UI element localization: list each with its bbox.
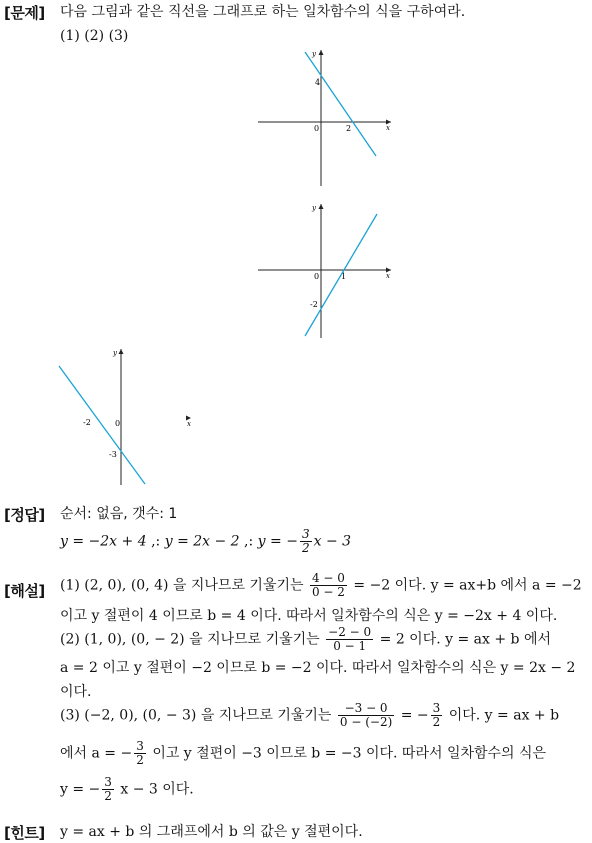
- graph-3-line: [59, 366, 145, 484]
- graph-2-origin: 0: [314, 272, 320, 281]
- graph-3-origin: 0: [115, 419, 121, 428]
- solution-p2-a: (2) (1, 0), (0, − 2) 을 지나므로 기울기는: [60, 631, 320, 648]
- answer-sep-1: ,:: [146, 533, 165, 550]
- solution-p3-line2: [60, 740, 546, 767]
- graph-1-y-arrow: [319, 50, 324, 55]
- solution-p1-a: (1) (2, 0), (0, 4) 을 지나므로 기울기는: [60, 577, 304, 594]
- graph-2-label-x: 1: [341, 272, 347, 281]
- hint-text: y = ax + b 의 그래프에서 b 의 값은 y 절편이다.: [60, 824, 363, 840]
- solution-p3-d-d: 2: [136, 753, 144, 767]
- solution-p3-e-pre: y = −: [60, 781, 101, 798]
- answer-eq2: y = 2x − 2: [164, 533, 240, 550]
- solution-p3-d-pre: 에서 a = −: [60, 745, 133, 762]
- solution-p3-b: = −: [400, 707, 429, 724]
- problem-subitems: (1) (2) (3): [60, 28, 129, 44]
- solution-p3-frac: [338, 702, 394, 729]
- hint-tag: [힌트]: [4, 824, 45, 842]
- graph-2: [255, 200, 395, 345]
- graph-2-label-y: -2: [310, 300, 318, 309]
- problem-text: 다음 그림과 같은 직선을 그래프로 하는 일차함수의 식을 구하여라.: [60, 4, 466, 20]
- solution-p3-den: 0 − (−2): [339, 715, 393, 729]
- answer-sep-2: ,:: [239, 533, 258, 550]
- solution-p3-e-n: 3: [104, 775, 112, 789]
- graph-2-y-arrow: [319, 204, 324, 209]
- solution-p3-a: (3) (−2, 0), (0, − 3) 을 지나므로 기울기는: [60, 707, 332, 724]
- solution-p3-d-post: 이고 y 절편이 −3 이므로 b = −3 이다. 따라서 일차함수의 식은: [152, 745, 547, 762]
- graph-3-label-x: -2: [83, 418, 91, 427]
- answer-equations: [60, 528, 351, 555]
- solution-p2-den: 0 − 1: [333, 639, 367, 653]
- solution-p2-line2: a = 2 이고 y 절편이 −2 이므로 b = −2 이다. 따라서 일차함수의 식은 y = 2x − 2: [60, 660, 576, 676]
- solution-p3-line1: [60, 702, 559, 729]
- solution-p3-e-post: x − 3 이다.: [120, 781, 194, 798]
- graph-1-label-x: 2: [346, 124, 352, 133]
- graph-2-y-label: y: [312, 204, 316, 212]
- graph-1-line: [305, 52, 376, 156]
- graph-3-y-arrow: [119, 349, 124, 354]
- solution-p3-frac3: [134, 740, 146, 767]
- solution-p1-line2: 이고 y 절편이 4 이므로 b = 4 이다. 따라서 일차함수의 식은 y = −2x + 4 이다.: [60, 608, 558, 624]
- solution-p1-frac: [310, 572, 347, 599]
- solution-p2-b: = 2 이다. y = ax + b 에서: [379, 631, 552, 648]
- solution-p3-d2: 2: [432, 715, 441, 729]
- solution-p2-line3: 이다.: [60, 684, 92, 700]
- graph-3-label-y: -3: [109, 450, 117, 459]
- answer-eq3-frac: [300, 528, 312, 555]
- solution-p1-den: 0 − 2: [311, 585, 345, 599]
- answer-meta: 순서: 없음, 갯수: 1: [60, 506, 178, 522]
- graph-1: [255, 46, 395, 191]
- solution-p2-frac: [326, 626, 373, 653]
- solution-p1-b: = −2 이다. y = ax+b 에서 a = −2: [353, 577, 582, 594]
- solution-p3-line3: [60, 776, 194, 803]
- problem-tag: [문제]: [4, 4, 45, 22]
- graph-1-label-y: 4: [315, 78, 321, 87]
- solution-p3-d-n: 3: [136, 739, 144, 753]
- answer-eq3-den: 2: [301, 541, 310, 555]
- graph-3: [55, 345, 200, 490]
- answer-tag: [정답]: [4, 506, 45, 524]
- answer-eq1: y = −2x + 4: [60, 533, 147, 550]
- solution-tag: [해설]: [4, 582, 45, 600]
- solution-p3-e-d: 2: [104, 789, 112, 803]
- solution-p3-frac2: [431, 702, 443, 729]
- solution-p3-frac4: [102, 776, 114, 803]
- graph-2-x-label: x: [386, 272, 390, 280]
- answer-eq3-post: x − 3: [313, 533, 352, 550]
- graph-1-x-label: x: [386, 124, 390, 132]
- solution-p2-line1: [60, 626, 551, 653]
- answer-eq3-num: 3: [301, 527, 310, 541]
- graph-1-origin: 0: [314, 124, 320, 133]
- answer-eq3-pre: y = −: [257, 533, 298, 550]
- solution-p3-n2: 3: [432, 701, 441, 715]
- solution-p3-c: 이다. y = ax + b: [448, 707, 560, 724]
- graph-3-y-label: y: [113, 349, 117, 357]
- solution-p1-num: 4 − 0: [311, 571, 345, 585]
- graph-1-y-label: y: [312, 50, 316, 58]
- solution-p3-num: −3 − 0: [338, 702, 394, 716]
- solution-p2-num: −2 − 0: [328, 625, 372, 639]
- solution-p1-line1: [60, 572, 582, 599]
- graph-3-x-label: x: [187, 420, 191, 428]
